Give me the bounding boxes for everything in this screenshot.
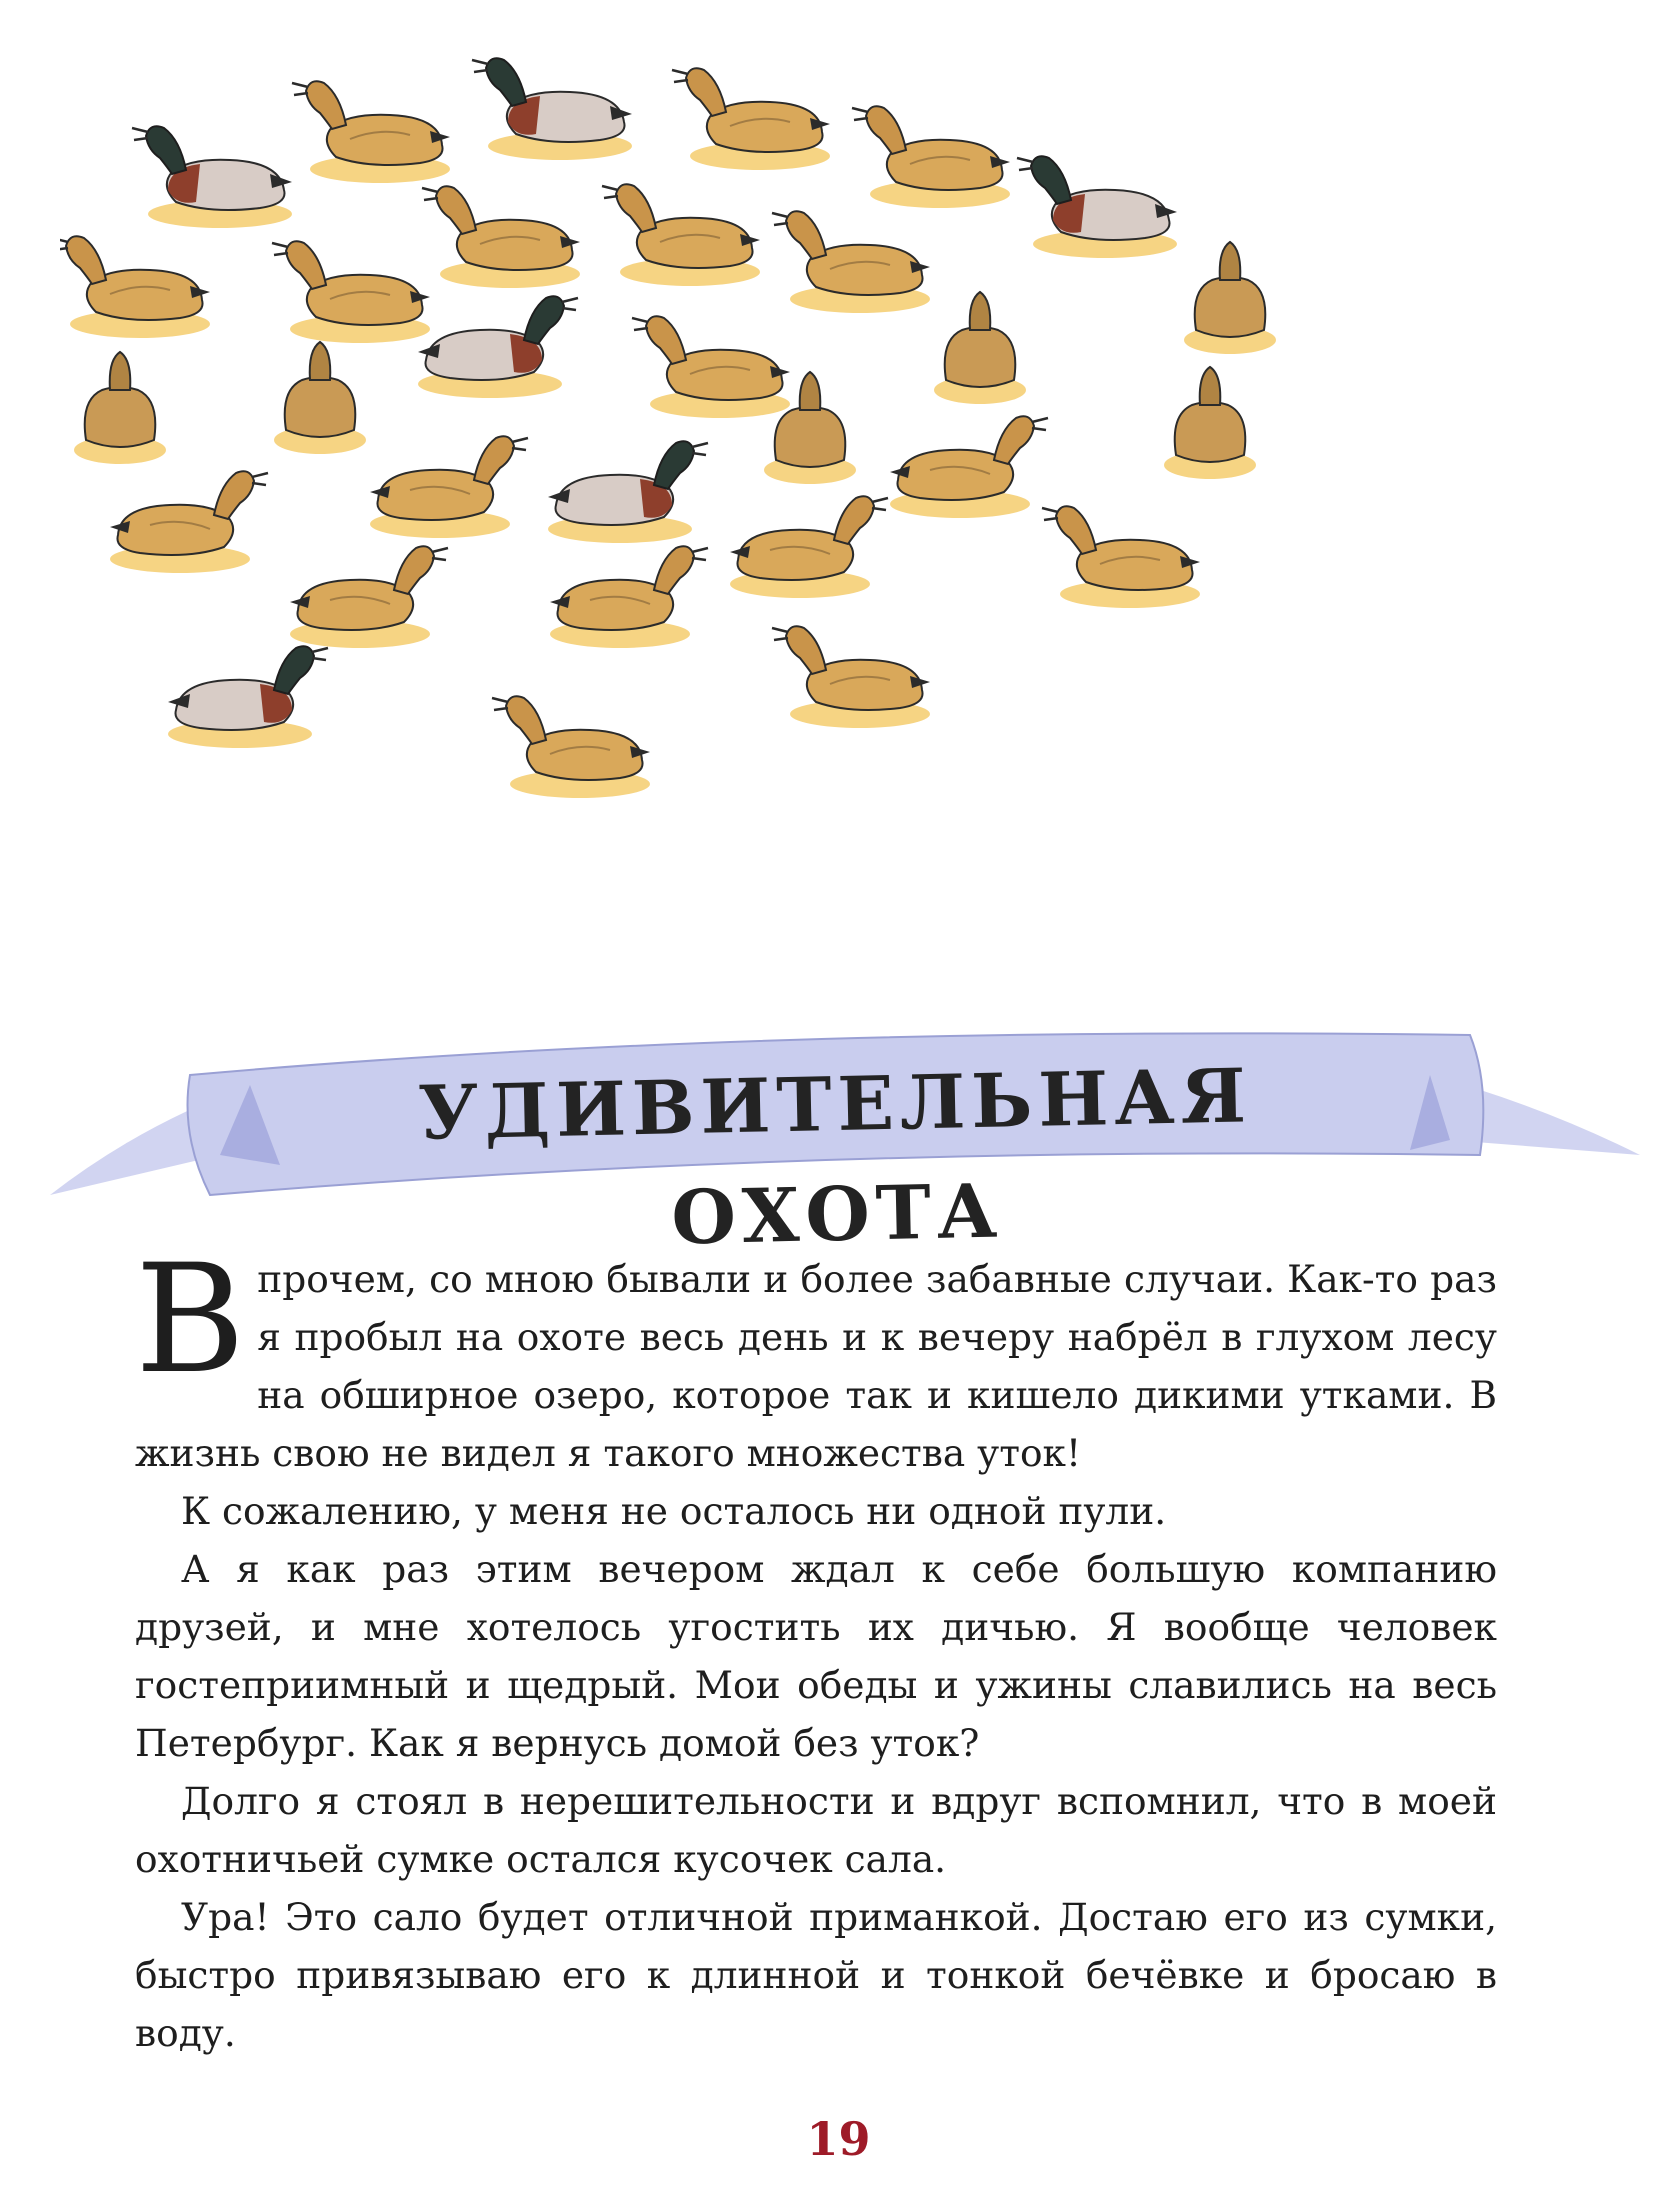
paragraph (135, 1233, 1497, 1482)
paragraph: К сожалению, у меня не осталось ни одной пули. (181, 1489, 1167, 1533)
swimming-ducks-spiral-illustration (60, 40, 1620, 980)
paragraph: Долго я стоял в нерешительности и вдруг вспомнил, что в моей охотничьей сумке остался кусочек сала. (135, 1779, 1497, 1881)
body-text (135, 1233, 1497, 2062)
page-number: 19 (806, 2112, 871, 2166)
drop-cap: В (135, 1233, 246, 1407)
chapter-title: УДИВИТЕЛЬНАЯ ОХОТА (417, 1053, 1253, 1262)
paragraph: А я как раз этим вечером ждал к себе большую компанию друзей, и мне хотелось угостить их дичью. Я вообще человек гостеприимный и щедрый. Мои обеды и ужины славились на весь Петербург. Как я вернусь домой без уток? (135, 1547, 1497, 1765)
paragraph-text: прочем, со мною бывали и более забавные случаи. Как-то раз я пробыл на охоте весь день и к вечеру набрёл в глухом лесу на обширное озеро, которое так и кишело дикими утками. В жизнь свою не видел я такого множества уток! (135, 1257, 1497, 1475)
paragraph: Ура! Это сало будет отличной приманкой. Достаю его из сумки, быстро привязываю его к длинной и тонкой бечёвке и бросаю в воду. (135, 1895, 1497, 2055)
